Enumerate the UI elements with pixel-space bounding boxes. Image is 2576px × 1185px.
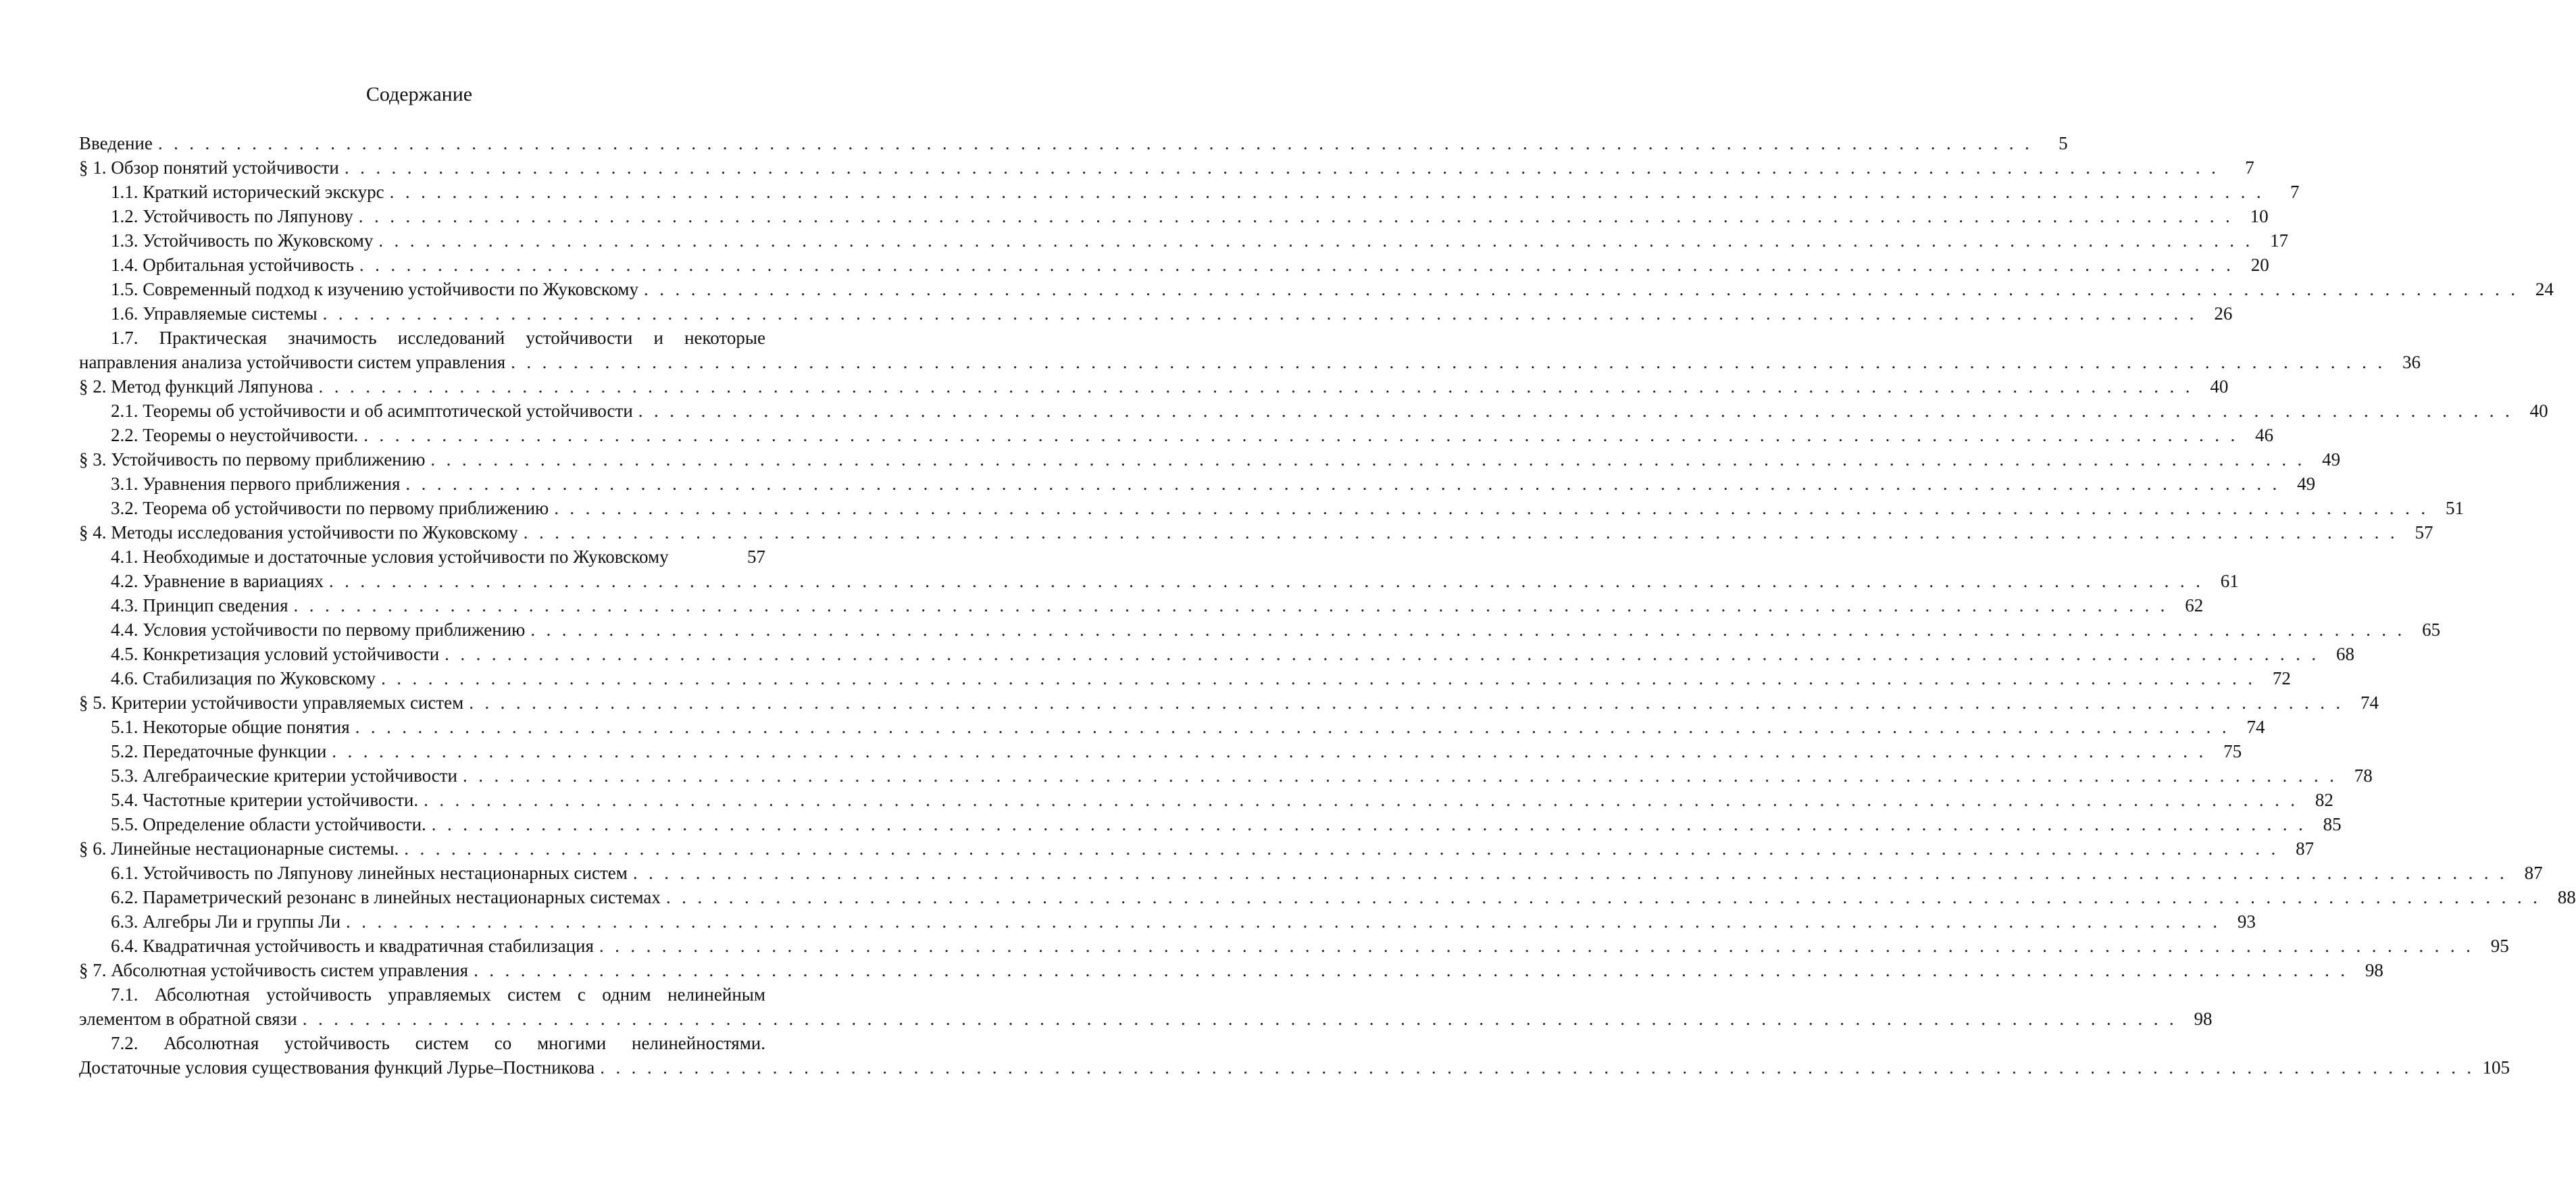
toc-subsection-entry[interactable] (79, 399, 2548, 423)
entry-title: 1.5. Современный подход к изучению устойчивости по Жуковскому (111, 279, 639, 299)
dot-leader: . . . . . . . . . . . . . . . . . . . . . . . . . . . . . . . . . . . . . . . . . . . . . . . . . . . . . . . . . . . . . . . . . . . . . . . . . . . . . . . . . . . . . . . . . . . . . . . . . . . . . . . . . . . . . . . . . . . . . . . . (665, 887, 2541, 907)
dot-leader: . . . . . . . . . . . . . . . . . . . . . . . . . . . . . . . . . . . . . . . . . . . . . . . . . . . . . . . . . . . . . . . . . . . . . . . . . . . . . . . . . . . . . . . . . . . . . . . . . . . . . . . . . . . . . . . . . . . . . . . . (363, 425, 2239, 445)
toc-subsection-entry[interactable] (79, 763, 2373, 788)
entry-title: 1.3. Устойчивость по Жуковскому (111, 230, 374, 251)
entry-title-line-2: направления анализа устойчивости систем управления (79, 352, 506, 372)
dot-leader: . . . . . . . . . . . . . . . . . . . . . . . . . . . . . . . . . . . . . . . . . . . . . . . . . . . . . . . . . . . . . . . . . . . . . . . . . . . . . . . . . . . . . . . . . . . . . . . . . . . . . . . . . . . . . . . . . . . . . . . . (638, 401, 2513, 421)
dot-leader: . . . . . . . . . . . . . . . . . . . . . . . . . . . . . . . . . . . . . . . . . . . . . . . . . . . . . . . . . . . . . . . . . . . . . . . . . . . . . . . . . . . . . . . . . . . . . . . . . . . . . . . . . . . . . . . . . . . . . . . . (530, 620, 2406, 640)
toc-section-entry[interactable] (79, 447, 2341, 472)
entry-page-number: 74 (2360, 692, 2379, 713)
toc-subsection-entry[interactable] (79, 277, 2554, 301)
entry-title: § 1. Обзор понятий устойчивости (79, 157, 339, 178)
entry-page-number: 74 (2246, 717, 2265, 737)
dot-leader: . . . . . . . . . . . . . . . . . . . . . . . . . . . . . . . . . . . . . . . . . . . . . . . . . . . . . . . . . . . . . . . . . . . . . . . . . . . . . . . . . . . . . . . . . . . . . . . . . . . . . . . . . . . . . . . . . . . . . . . . (378, 230, 2254, 251)
toc-subsection-entry[interactable] (79, 545, 765, 569)
entry-page-number: 68 (2335, 644, 2354, 664)
entry-page-number: 17 (2270, 230, 2289, 251)
toc-subsection-entry[interactable] (79, 496, 2464, 520)
entry-page-number: 87 (2296, 838, 2315, 859)
entry-title: § 6. Линейные нестационарные системы. (79, 838, 399, 859)
entry-continuation-line (79, 1055, 2510, 1080)
dot-leader: . . . . . . . . . . . . . . . . . . . . . . . . . . . . . . . . . . . . . . . . . . . . . . . . . . . . . . . . . . . . . . . . . . . . . . . . . . . . . . . . . . . . . . . . . . . . . . . . . . . . . . . . . . . . . . . . . . . . . . . . (322, 303, 2198, 324)
toc-section-entry[interactable] (79, 690, 2379, 715)
dot-leader: . . . . . . . . . . . . . . . . . . . . . . . . . . . . . . . . . . . . . . . . . . . . . . . . . . . . . . . . . . . . . . . . . . . . . . . . . . . . . . . . . . . . . . . . . . . . . . . . . . . . . . . . . . . . . . . . . . . . . . . . (424, 790, 2298, 810)
entry-title: § 7. Абсолютная устойчивость систем управления (79, 960, 469, 980)
dot-leader: . . . . . . . . . . . . . . . . . . . . . . . . . . . . . . . . . . . . . . . . . . . . . . . . . . . . . . . . . . . . . . . . . . . . . . . . . . . . . . . . . . . . . . . . . . . . . . . . . . . . . . . . . . . . . . . . . . . . . . . . (431, 814, 2306, 834)
toc-subsection-entry[interactable] (79, 861, 2543, 885)
dot-leader: . . . . . . . . . . . . . . . . . . . . . . . . . . . . . . . . . . . . . . . . . . . . . . . . . . . . . . . . . . . . . . . . . . . . . . . . . . . . . . . . . . . . . . . . . . . . . . . . . . . . . . . . . . . . . . . . . . . . . . . . (344, 157, 2219, 178)
entry-page-number: 98 (2194, 1009, 2213, 1029)
entry-page-number: 87 (2524, 863, 2543, 883)
dot-leader: . . . . . . . . . . . . . . . . . . . . . . . . . . . . . . . . . . . . . . . . . . . . . . . . . . . . . . . . . . . . . . . . . . . . . . . . . . . . . . . . . . . . . . . . . . . . . . . . . . . . . . . . . . . . . . . . . . . . . . . . (469, 692, 2344, 713)
entry-title: 4.3. Принцип сведения (111, 595, 288, 615)
dot-leader: . . . . . . . . . . . . . . . . . . . . . . . . . . . . . . . . . . . . . . . . . . . . . . . . . . . . . . . . . . . . . . . . . . . . . . . . . . . . . . . . . . . . . . . . . . . . . . . . . . . . . . . . . . . . . . . . . . . . . . . . (463, 765, 2338, 786)
toc-subsection-entry[interactable] (79, 228, 2289, 253)
dot-leader: . . . . . . . . . . . . . . . . . . . . . . . . . . . . . . . . . . . . . . . . . . . . . . . . . . . . . . . . . . . . . . . . . . . . . . . . . . . . . . . . . . . . . . . . . . . . . . . . . . . . . . . . . . . . . . . . . . . . . . . . (389, 182, 2265, 202)
entry-title: 1.2. Устойчивость по Ляпунову (111, 206, 353, 226)
entry-page-number: 93 (2237, 911, 2256, 932)
entry-title-line-1: 1.7. Практическая значимость исследований устойчивости и некоторые (111, 328, 765, 348)
dot-leader: . . . . . . . . . . . . . . . . . . . . . . . . . . . . . . . . . . . . . . . . . . . . . . . . . . . . . . . . . . . . . . . . . . . . . . . . . . . . . . . . . . . . . . . . . . . . . . . . . . . . . . . . . . . . . . . . . . . . . . . . (644, 279, 2519, 299)
entry-title: 4.5. Конкретизация условий устойчивости (111, 644, 440, 664)
entry-page-number: 51 (2445, 498, 2464, 518)
toc-subsection-entry[interactable] (79, 666, 2291, 690)
entry-title: Введение (79, 133, 153, 153)
entry-title: 4.4. Условия устойчивости по первому приближению (111, 620, 526, 640)
toc-subsection-entry[interactable] (79, 909, 2256, 934)
entry-title: 6.1. Устойчивость по Ляпунову линейных нестационарных систем (111, 863, 628, 883)
toc-subsection-entry[interactable] (79, 472, 2316, 496)
entry-title: § 4. Методы исследования устойчивости по Жуковскому (79, 522, 518, 543)
toc-section-entry[interactable] (79, 155, 2254, 180)
entry-page-number: 24 (2535, 279, 2554, 299)
toc-subsection-entry[interactable] (79, 617, 2441, 642)
toc-subsection-entry[interactable] (79, 301, 2233, 326)
dot-leader: . . . . . . . . . . . . . . . . . . . . . . . . . . . . . . . . . . . . . . . . . . . . . . . . . . . . . . . . . . . . . . . . . . . . . . . . . . . . . . . . . . . . . . . . . . . . . . . . . . . . . . . . . . . . . . . . . . . . . . . . (302, 1009, 2177, 1029)
table-of-contents (79, 131, 2576, 1080)
toc-subsection-entry[interactable] (79, 788, 2333, 812)
entry-page-number: 62 (2185, 595, 2204, 615)
toc-subsection-entry[interactable] (79, 739, 2242, 763)
entry-title-line-2: элементом в обратной связи (79, 1009, 297, 1029)
entry-page-number: 82 (2315, 790, 2333, 810)
entry-page-number: 49 (2322, 449, 2341, 470)
entry-page-number: 26 (2214, 303, 2233, 324)
entry-page-number: 95 (2490, 936, 2509, 956)
toc-subsection-entry[interactable] (79, 593, 2204, 617)
dot-leader: . . . . . . . . . . . . . . . . . . . . . . . . . . . . . . . . . . . . . . . . . . . . . . . . . . . . . . . . . . . . . . . . . . . . . . . . . . . . . . . . . . . . . . . . . . . . . . . . . . . . . . . . . . . . . . . . . . . . . . . . (632, 863, 2508, 883)
dot-leader: . . . . . . . . . . . . . . . . . . . . . . . . . . . . . . . . . . . . . . . . . . . . . . . . . . . . . . . . . . . . . . . . . . . . . . . . . . . . . . . . . . . . . . . . . . . . . . . . . . . . . . . . . . . . . . . . . . . . . . . . (358, 206, 2233, 226)
entry-title-line-1: 7.1. Абсолютная устойчивость управляемых систем с одним нелинейным (111, 984, 765, 1005)
entry-page-number: 7 (2245, 157, 2254, 178)
entry-page-number: 36 (2402, 352, 2421, 372)
dot-leader: . . . . . . . . . . . . . . . . . . . . . . . . . . . . . . . . . . . . . . . . . . . . . . . . . . . . . . . . . . . . . . . . . . . . . . . . . . . . . . . . . . . . . . . . . . . . . . . . . . . . . . . . . . . . . . . . . . . . . . . . (405, 474, 2281, 494)
dot-leader: . . . . . . . . . . . . . . . . . . . . . . . . . . . . . . . . . . . . . . . . . . . . . . . . . . . . . . . . . . . . . . . . . . . . . . . . . . . . . . . . . . . . . . . . . . . . . . . . . . . . . . . . . . . . . . . . . . . . . . . . (511, 352, 2385, 372)
entry-title: § 5. Критерии устойчивости управляемых систем (79, 692, 464, 713)
dot-leader: . . . . . . . . . . . . . . . . . . . . . . . . . . . . . . . . . . . . . . . . . . . . . . . . . . . . . . . . . . . . . . . . . . . . . . . . . . . . . . . . . . . . . . . . . . . . . . . . . . . . . . . . . . . . . . . . . . . . . . . . (381, 668, 2256, 688)
dot-leader: . . . . . . . . . . . . . . . . . . . . . . . . . . . . . . . . . . . . . . . . . . . . . . . . . . . . . . . . . . . . . . . . . . . . . . . . . . . . . . . . . . . . . . . . . . . . . . . . . . . . . . . . . . . . . . . . . . . . . . . . (157, 133, 2033, 153)
dot-leader: . . . . . . . . . . . . . . . . . . . . . . . . . . . . . . . . . . . . . . . . . . . . . . . . . . . . . . . . . . . . . . . . . . . . . . . . . . . . . . . . . . . . . . . . . . . . . . . . . . . . . . . . . . . . . . . . . . . . . . . . (404, 838, 2279, 859)
toc-subsection-entry[interactable] (79, 180, 2300, 204)
entry-page-number: 20 (2250, 255, 2269, 275)
entry-title: 3.1. Уравнения первого приближения (111, 474, 401, 494)
entry-page-number: 10 (2250, 206, 2269, 226)
entry-title: 4.6. Стабилизация по Жуковскому (111, 668, 376, 688)
toc-subsection-entry[interactable] (79, 885, 2576, 909)
entry-page-number: 72 (2272, 668, 2291, 688)
entry-page-number: 40 (2210, 376, 2229, 397)
entry-page-number: 46 (2255, 425, 2274, 445)
entry-page-number: 61 (2220, 571, 2239, 591)
entry-title: 4.1. Необходимые и достаточные условия устойчивости по Жуковскому (111, 547, 669, 567)
entry-title: 1.1. Краткий исторический экскурс (111, 182, 384, 202)
entry-page-number: 105 (2482, 1057, 2510, 1078)
dot-leader: . . . . . . . . . . . . . . . . . . . . . . . . . . . . . . . . . . . . . . . . . . . . . . . . . . . . . . . . . . . . . . . . . . . . . . . . . . . . . . . . . . . . . . . . . . . . . . . . . . . . . . . . . . . . . . . . . . . . . . . . (346, 911, 2221, 932)
toc-section-entry[interactable] (79, 958, 2383, 982)
dot-leader: . . . . . . . . . . . . . . . . . . . . . . . . . . . . . . . . . . . . . . . . . . . . . . . . . . . . . . . . . . . . . . . . . . . . . . . . . . . . . . . . . . . . . . . . . . . . . . . . . . . . . . . . . . . . . . . . . . . . . . . . (359, 255, 2234, 275)
toc-subsection-entry[interactable] (79, 569, 2239, 593)
entry-title: 2.1. Теоремы об устойчивости и об асимптотической устойчивости (111, 401, 633, 421)
entry-page-number: 5 (2059, 133, 2068, 153)
toc-subsection-entry[interactable] (79, 934, 2509, 958)
toc-subsection-entry-multiline[interactable] (79, 326, 2421, 374)
dot-leader: . . . . . . . . . . . . . . . . . . . . . . . . . . . . . . . . . . . . . . . . . . . . . . . . . . . . . . . . . . . . . . . . . . . . . . . . . . . . . . . . . . . . . . . . . . . . . . . . . . . . . . . . . . . . . . . . . . . . . . . . (474, 960, 2348, 980)
entry-title: 2.2. Теоремы о неустойчивости. (111, 425, 359, 445)
entry-title: § 2. Метод функций Ляпунова (79, 376, 313, 397)
entry-page-number: 88 (2557, 887, 2576, 907)
entry-title: 3.2. Теорема об устойчивости по первому приближению (111, 498, 549, 518)
toc-section-entry[interactable] (79, 131, 2068, 155)
toc-subsection-entry[interactable] (79, 253, 2269, 277)
entry-title: 4.2. Уравнение в вариациях (111, 571, 324, 591)
toc-section-entry[interactable] (79, 836, 2315, 861)
entry-title: 5.3. Алгебраические критерии устойчивости (111, 765, 457, 786)
entry-page-number: 78 (2354, 765, 2373, 786)
entry-continuation-line (79, 1007, 2213, 1031)
entry-page-number: 40 (2529, 401, 2548, 421)
entry-title: 5.5. Определение области устойчивости. (111, 814, 426, 834)
toc-subsection-entry-multiline[interactable] (79, 1031, 2510, 1080)
dot-leader: . . . . . . . . . . . . . . . . . . . . . . . . . . . . . . . . . . . . . . . . . . . . . . . . . . . . . . . . . . . . . . . . . . . . . . . . . . . . . . . . . . . . . . . . . . . . . . . . . . . . . . . . . . . . . . . . . . . . . . . . (293, 595, 2169, 615)
dot-leader: . . . . . . . . . . . . . . . . . . . . . . . . . . . . . . . . . . . . . . . . . . . . . . . . . . . . . . . . . . . . . . . . . . . . . . . . . . . . . . . . . . . . . . . . . . . . . . . . . . . . . . . . . . . . . . . . . . . . . . . . (600, 1057, 2475, 1078)
dot-leader: . . . . . . . . . . . . . . . . . . . . . . . . . . . . . . . . . . . . . . . . . . . . . . . . . . . . . . . . . . . . . . . . . . . . . . . . . . . . . . . . . . . . . . . . . . . . . . . . . . . . . . . . . . . . . . . . . . . . . . . . (599, 936, 2474, 956)
page-title: Содержание (365, 83, 473, 105)
dot-leader: . . . . . . . . . . . . . . . . . . . . . . . . . . . . . . . . . . . . . . . . . . . . . . . . . . . . . . . . . . . . . . . . . . . . . . . . . . . . . . . . . . . . . . . . . . . . . . . . . . . . . . . . . . . . . . . . . . . . . . . . (332, 741, 2207, 761)
entry-page-number: 57 (2415, 522, 2433, 543)
toc-subsection-entry[interactable] (79, 715, 2265, 739)
entry-title: § 3. Устойчивость по первому приближению (79, 449, 426, 470)
entry-page-number: 49 (2297, 474, 2316, 494)
entry-title-line-1: 7.2. Абсолютная устойчивость систем со многими нелинейностями. (111, 1033, 765, 1053)
toc-subsection-entry[interactable] (79, 423, 2274, 447)
entry-title: 1.4. Орбитальная устойчивость (111, 255, 354, 275)
dot-leader: . . . . . . . . . . . . . . . . . . . . . . . . . . . . . . . . . . . . . . . . . . . . . . . . . . . . . . . . . . . . . . . . . . . . . . . . . . . . . . . . . . . . . . . . . . . . . . . . . . . . . . . . . . . . . . . . . . . . . . . . (445, 644, 2319, 664)
entry-page-number: 98 (2365, 960, 2383, 980)
entry-title: 6.4. Квадратичная устойчивость и квадратичная стабилизация (111, 936, 594, 956)
entry-page-number: 65 (2422, 620, 2441, 640)
entry-page-number: 7 (2290, 182, 2300, 202)
toc-subsection-entry-multiline[interactable] (79, 982, 2213, 1031)
entry-page-number: 85 (2323, 814, 2342, 834)
dot-leader: . . . . . . . . . . . . . . . . . . . . . . . . . . . . . . . . . . . . . . . . . . . . . . . . . . . . . . . . . . . . . . . . . . . . . . . . . . . . . . . . . . . . . . . . . . . . . . . . . . . . . . . . . . . . . . . . . . . . . . . . (430, 449, 2306, 470)
toc-subsection-entry[interactable] (79, 642, 2354, 666)
toc-subsection-entry[interactable] (79, 204, 2269, 228)
dot-leader: . . . . . . . . . . . . . . . . . . . . . . . . . . . . . . . . . . . . . . . . . . . . . . . . . . . . . . . . . . . . . . . . . . . . . . . . . . . . . . . . . . . . . . . . . . . . . . . . . . . . . . . . . . . . . . . . . . . . . . . . (318, 376, 2194, 397)
toc-section-entry[interactable] (79, 520, 2433, 545)
entry-title: 6.2. Параметрический резонанс в линейных нестационарных системах (111, 887, 661, 907)
entry-title-line-2: Достаточные условия существования функций Лурье–Постникова (79, 1057, 595, 1078)
entry-title: 1.6. Управляемые системы (111, 303, 318, 324)
toc-section-entry[interactable] (79, 374, 2229, 399)
entry-title: 5.2. Передаточные функции (111, 741, 327, 761)
entry-title: 6.3. Алгебры Ли и группы Ли (111, 911, 341, 932)
entry-continuation-line (79, 350, 2421, 374)
dot-leader: . . . . . . . . . . . . . . . . . . . . . . . . . . . . . . . . . . . . . . . . . . . . . . . . . . . . . . . . . . . . . . . . . . . . . . . . . . . . . . . . . . . . . . . . . . . . . . . . . . . . . . . . . . . . . . . . . . . . . . . . (355, 717, 2230, 737)
dot-leader: . . . . . . . . . . . . . . . . . . . . . . . . . . . . . . . . . . . . . . . . . . . . . . . . . . . . . . . . . . . . . . . . . . . . . . . . . . . . . . . . . . . . . . . . . . . . . . . . . . . . . . . . . . . . . . . . . . . . . . . . (523, 522, 2398, 543)
dot-leader: . . . . . . . . . . . . . . . . . . . . . . . . . . . . . . . . . . . . . . . . . . . . . . . . . . . . . . . . . . . . . . . . . . . . . . . . . . . . . . . . . . . . . . . . . . . . . . . . . . . . . . . . . . . . . . . . . . . . . . . . (554, 498, 2429, 518)
entry-title: 5.4. Частотные критерии устойчивости. (111, 790, 419, 810)
entry-title: 5.1. Некоторые общие понятия (111, 717, 350, 737)
entry-page-number: 75 (2223, 741, 2242, 761)
toc-subsection-entry[interactable] (79, 812, 2342, 836)
entry-page-number: 57 (747, 547, 765, 567)
dot-leader: . . . . . . . . . . . . . . . . . . . . . . . . . . . . . . . . . . . . . . . . . . . . . . . . . . . . . . . . . . . . . . . . . . . . . . . . . . . . . . . . . . . . . . . . . . . . . . . . . . . . . . . . . . . . . . . . . . . . . . . . (328, 571, 2204, 591)
